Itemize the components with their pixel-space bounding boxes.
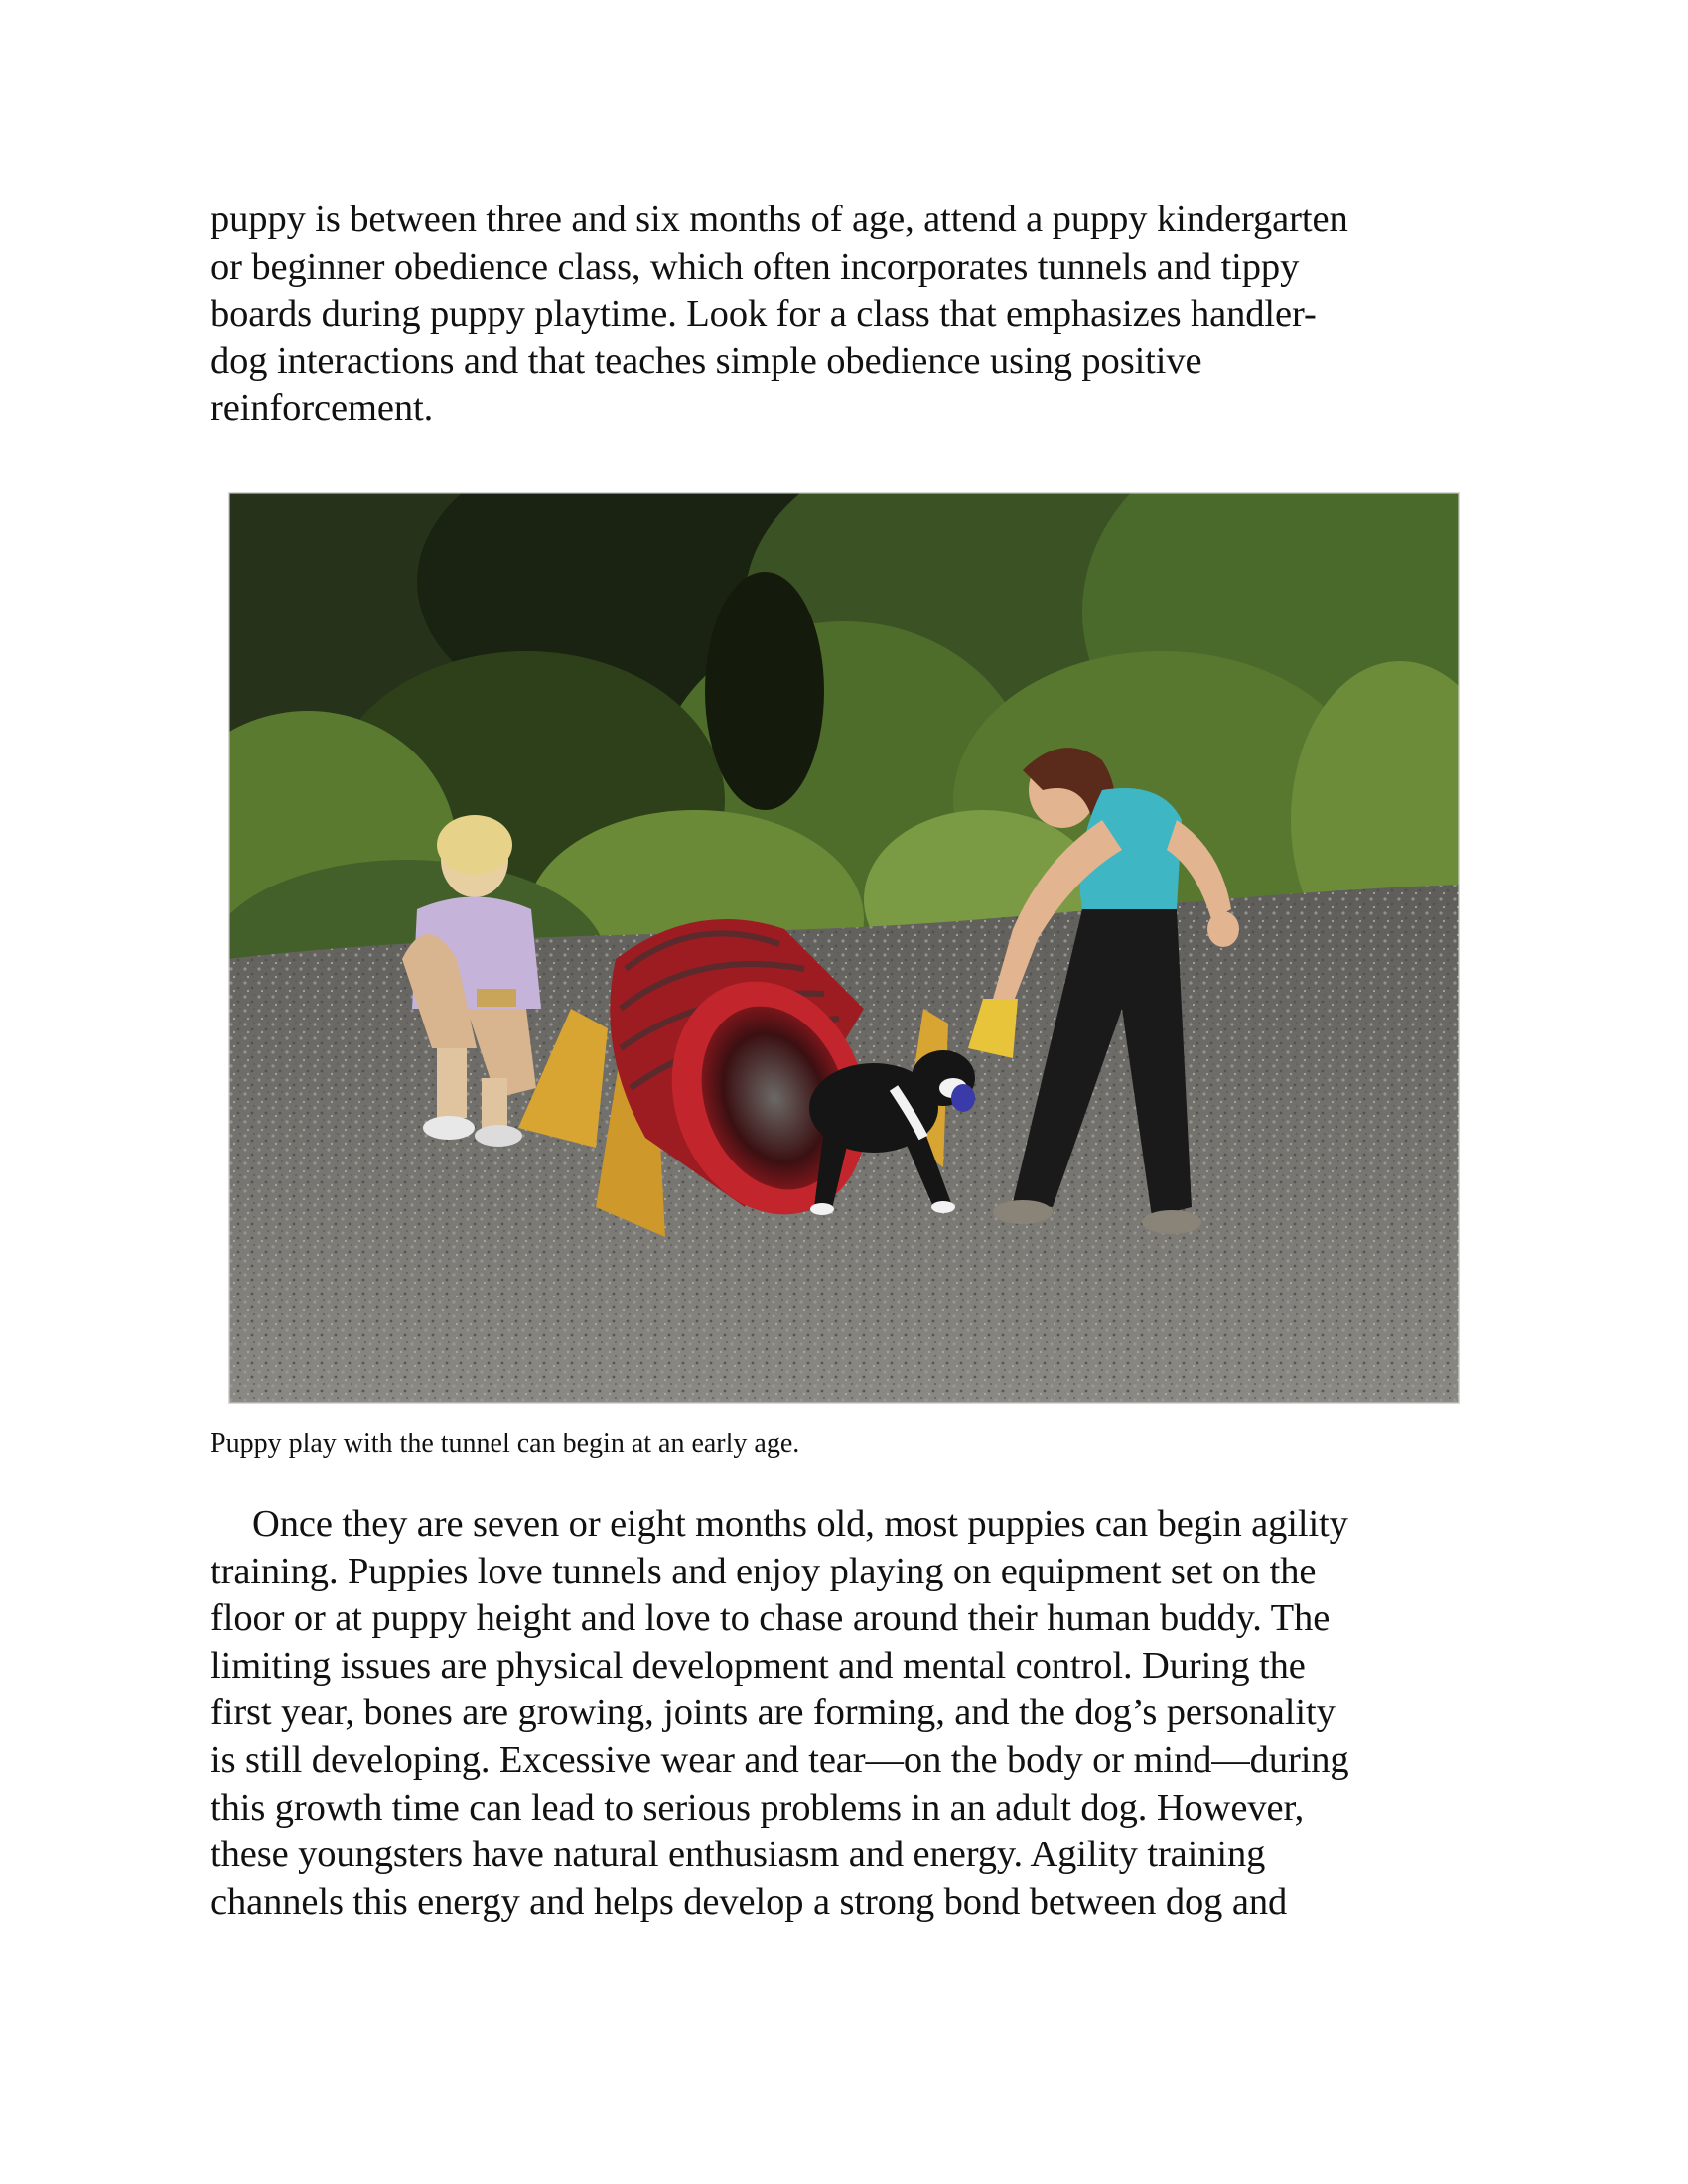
text-line: first year, bones are growing, joints are forming, and the dog’s personality [211,1692,1336,1734]
agility-tunnel-photo [228,492,1460,1404]
text-line: these youngsters have natural enthusiasm and energy. Agility training [211,1834,1266,1876]
text-line: limiting issues are physical development and mental control. During the [211,1644,1306,1687]
text-line: this growth time can lead to serious problems in an adult dog. However, [211,1786,1305,1829]
text-line: puppy is between three and six months of age, attend a puppy kindergarten [211,199,1348,240]
text-line: training. Puppies love tunnels and enjoy playing on equipment set on the [211,1550,1317,1592]
text-line: floor or at puppy height and love to chase around their human buddy. The [211,1597,1331,1640]
photo-illustration [228,492,1460,1404]
text-line: reinforcement. [211,387,434,430]
paragraph-bottom [211,1501,1349,1926]
text-line: is still developing. Excessive wear and tear—on the body or mind—during [211,1738,1349,1781]
text-line: dog interactions and that teaches simple obedience using positive [211,340,1202,382]
text-line: Once they are seven or eight months old, most puppies can begin agility [252,1503,1348,1545]
paragraph-top [211,197,1348,433]
text-line: or beginner obedience class, which often incorporates tunnels and tippy [211,245,1300,288]
figure-caption: Puppy play with the tunnel can begin at an early age. [211,1429,800,1459]
text-line: channels this energy and helps develop a strong bond between dog and [211,1880,1288,1923]
text-line: boards during puppy playtime. Look for a class that emphasizes handler- [211,293,1317,336]
